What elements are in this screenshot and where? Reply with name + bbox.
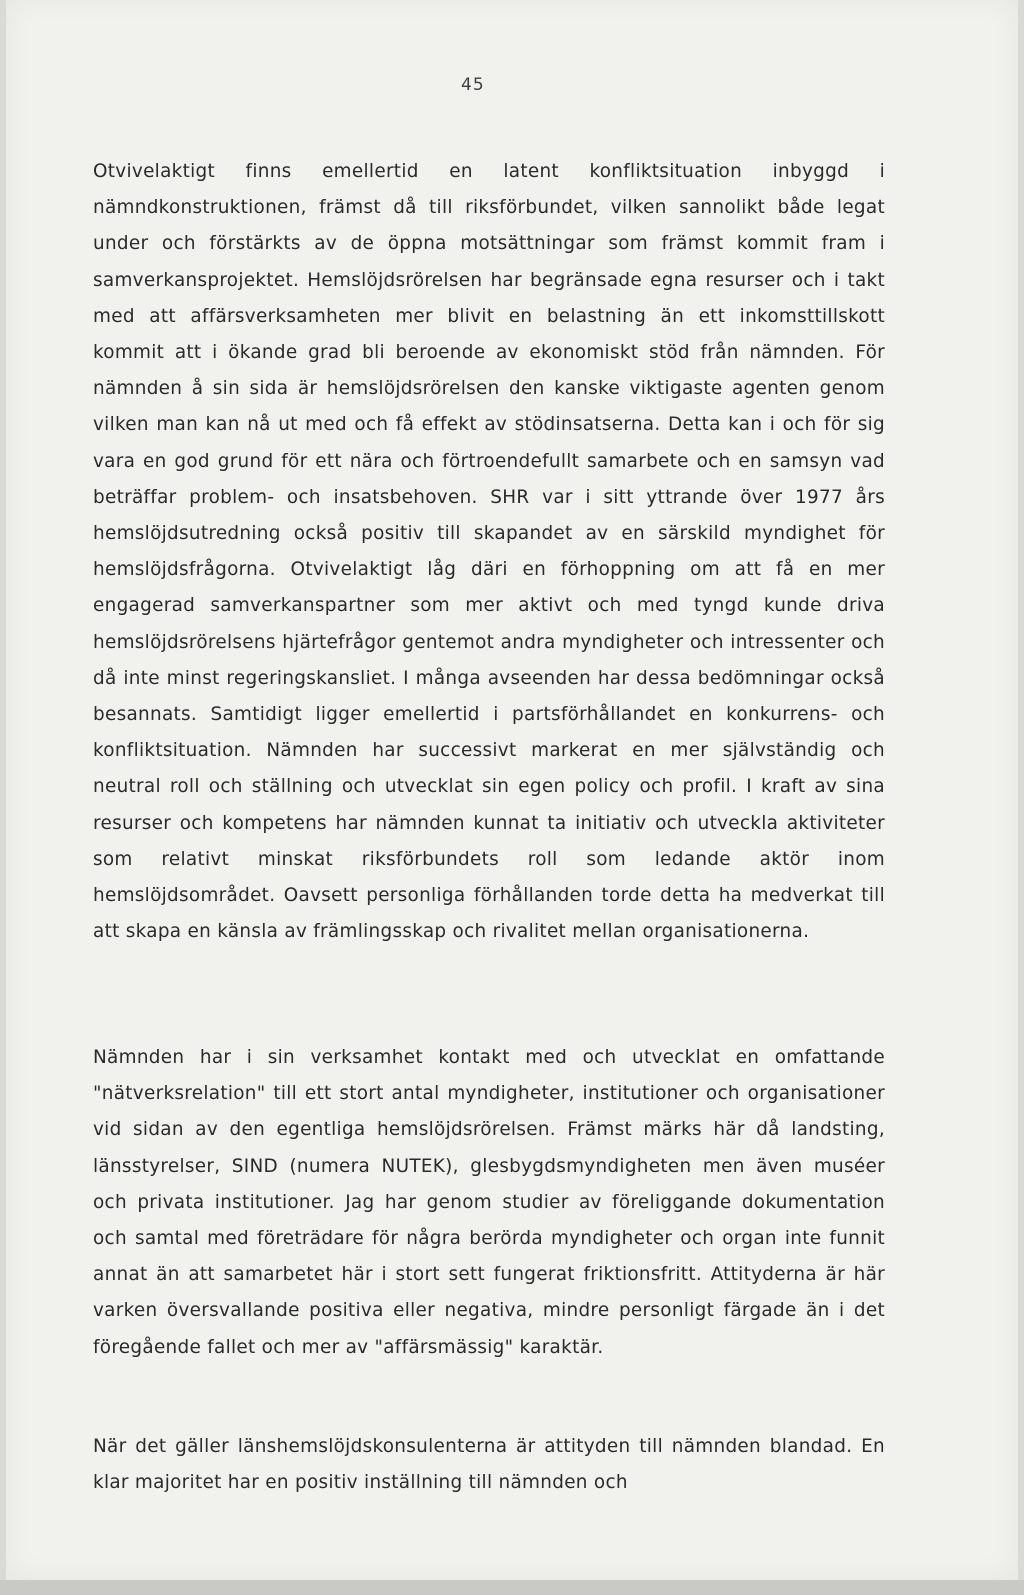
paragraph-2: Nämnden har i sin verksamhet kontakt med och utvecklat en omfattande "nätverksrelation" till ett stort antal myndigheter, institutioner och organisationer vid sidan av den egentliga hemslöjdsrörelsen. Främst märks här då landsting, länsstyrelser, SIND (numera NUTEK), glesbygdsmyndigheten men även muséer och privata institutioner. Jag har genom studier av föreliggande dokumentation och samtal med företrädare för några berörda myndigheter och organ inte funnit annat än att samarbetet här i stort sett fungerat friktionsfritt. Attityderna är här varken översvallande positiva eller negativa, mindre personligt färgade än i det föregående fallet och mer av "affärsmässig" karaktär. [93,1047,885,1358]
document-page [6,0,1018,1580]
page-number: 45 [461,75,485,95]
paragraph-1: Otvivelaktigt finns emellertid en latent konfliktsituation inbyggd i nämndkonstruktionen, främst då till riksförbundet, vilken sannolikt både legat under och förstärkts av de öppna motsättningar som främst kommit fram i samverkansprojektet. Hemslöjdsrörelsen har begränsade egna resurser och i takt med att affärsverksamheten mer blivit en belastning än ett inkomsttillskott kommit att i ökande grad bli beroende av ekonomiskt stöd från nämnden. För nämnden å sin sida är hemslöjdsrörelsen den kanske viktigaste agenten genom vilken man kan nå ut med och få effekt av stödinsatserna. Detta kan i och för sig vara en god grund för ett nära och förtroendefullt samarbete och en samsyn vad beträffar problem- och insatsbehoven. SHR var i sitt yttrande över 1977 års hemslöjdsutredning också positiv till skapandet av en särskild myndighet för hemslöjdsfrågorna. Otvivelaktigt låg däri en förhoppning om att få en mer engagerad samverkanspartner som mer aktivt och med tyngd kunde driva hemslöjdsrörelsens hjärtefrågor gentemot andra myndigheter och intressenter och då inte minst regeringskansliet. I många avseenden har dessa bedömningar också besannats. Samtidigt ligger emellertid i partsförhållandet en konkurrens- och konfliktsituation. Nämnden har successivt markerat en mer självständig och neutral roll och ställning och utvecklat sin egen policy och profil. I kraft av sina resurser och kompetens har nämnden kunnat ta initiativ och utveckla aktiviteter som relativt minskat riksförbundets roll som ledande aktör inom hemslöjdsområdet. Oavsett personliga förhållanden torde detta ha medverkat till att skapa en känsla av främlingsskap och rivalitet mellan organisationerna. [93,161,885,943]
paragraph-3: När det gäller länshemslöjdskonsulenterna är attityden till nämnden blandad. En klar majoritet har en positiv inställning till nämnden och [93,1436,885,1494]
scan-bottom-edge [0,1580,1024,1595]
